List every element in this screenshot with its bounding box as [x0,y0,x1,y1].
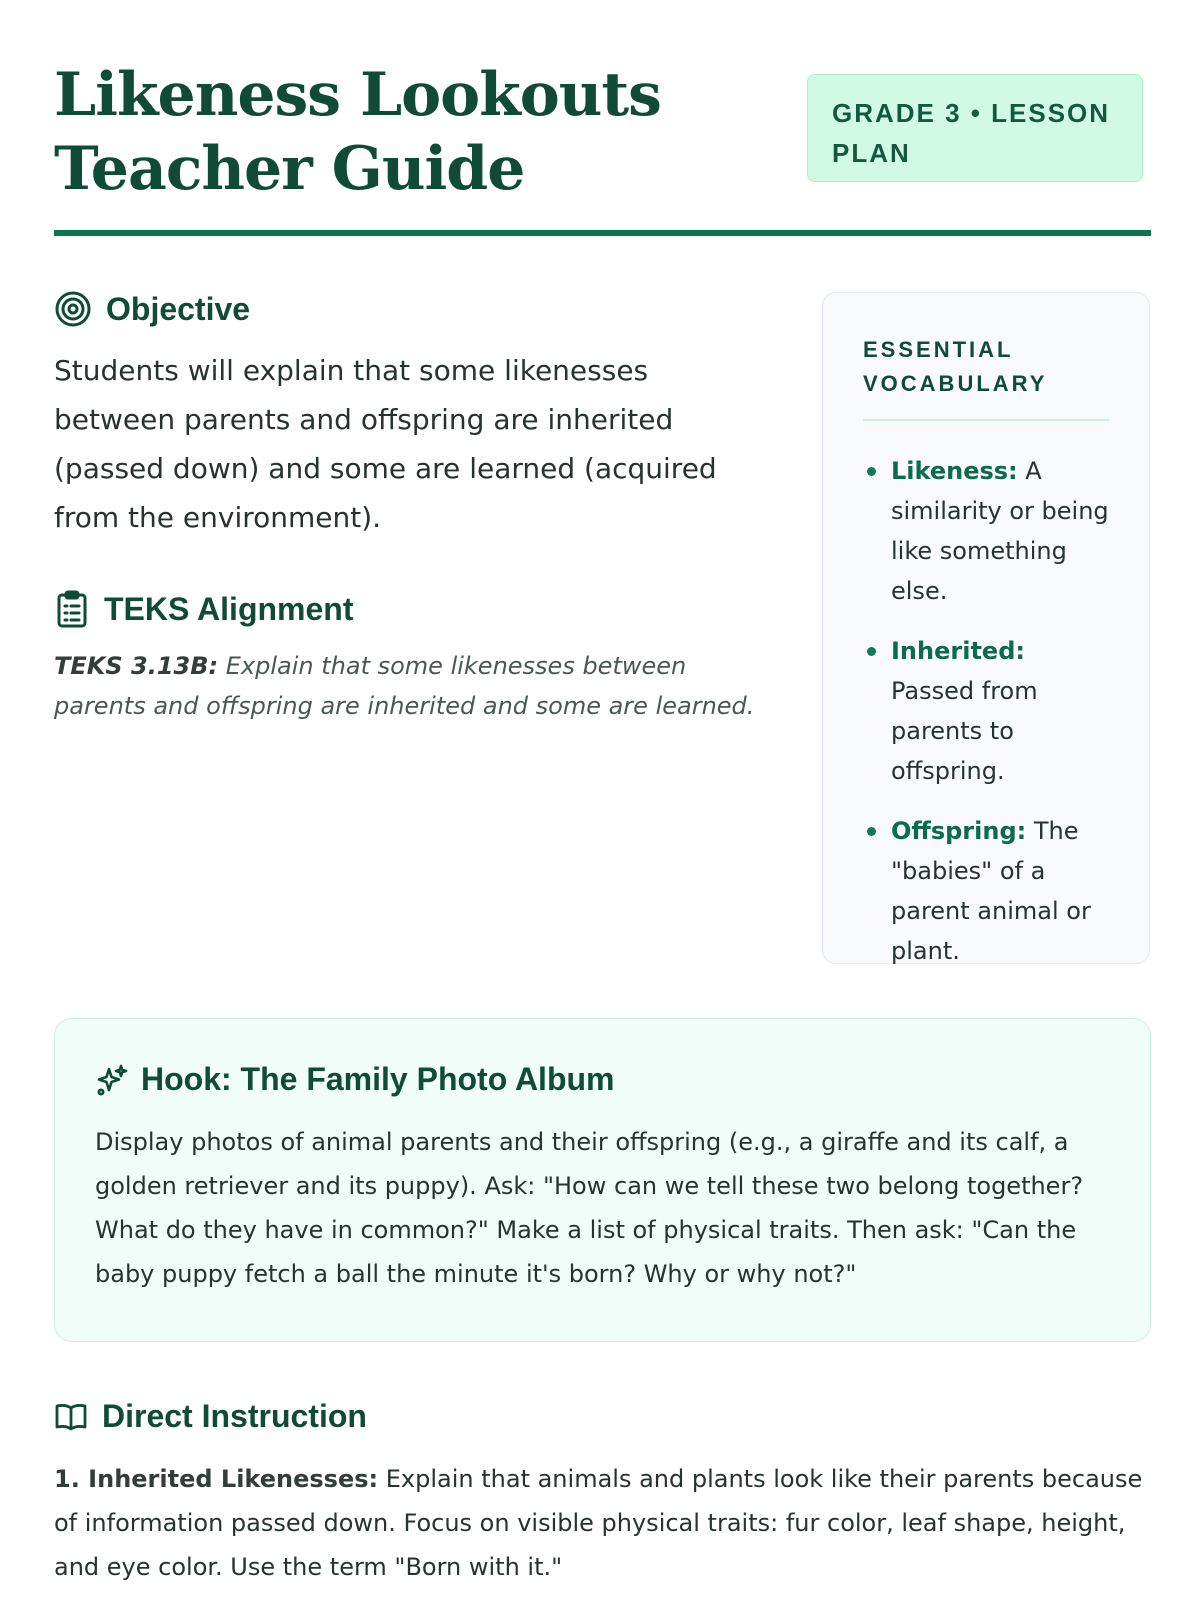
sparkles-icon [95,1063,129,1097]
hook-text: Display photos of animal parents and their offspring (e.g., a giraffe and its calf, a golden retriever and its puppy). Ask: "How can we tell these two belong together? What do they have in common?" Make a list of physical traits. Then ask: "Can the baby puppy fetch a ball the minute it's born? Why or why not?" [95,1128,1084,1288]
vocabulary-item [863,451,1109,611]
target-icon [54,290,92,328]
hook-card [54,1018,1151,1342]
vocabulary-card [822,292,1150,964]
vocabulary-term: Likeness: [891,457,1018,485]
direct-instruction-section [54,1398,1154,1589]
vocabulary-term: Offspring: [891,817,1027,845]
vocabulary-item [863,631,1109,791]
teks-code: TEKS 3.13B: [54,652,219,680]
teks-section [54,590,784,726]
vocabulary-definition: Passed from parents to offspring. [891,677,1038,785]
page-header [54,58,1151,206]
vocabulary-term: Inherited: [891,637,1025,665]
book-open-icon [54,1402,88,1432]
objective-heading [54,290,774,328]
page-title: Likeness Lookouts Teacher Guide [54,60,661,204]
direct-instruction-heading-text: Direct Instruction [102,1398,367,1434]
teks-heading-text: TEKS Alignment [104,590,354,627]
objective-text: Students will explain that some likenesses between parents and offspring are inherited (passed down) and some are learned (acquired from the environment). [54,354,717,534]
instruction-step-text: Explain that animals and plants look like their parents because of information passed down. Focus on visible physical traits: fur color, leaf shape, height, and eye color. Use the term "Born with it." [54,1465,1143,1581]
grade-badge: GRADE 3 • LESSON PLAN [807,74,1143,182]
teks-standard [54,646,784,726]
vocabulary-definition: The "babies" of a parent animal or plant. [891,817,1091,965]
instruction-step [54,1457,1154,1589]
instruction-step-label: 1. Inherited Likenesses: [54,1465,379,1493]
clipboard-icon [54,590,90,628]
hook-heading-text: Hook: The Family Photo Album [141,1061,615,1097]
vocabulary-definition: A similarity or being like something else. [891,457,1109,605]
header-divider [54,230,1151,236]
teks-heading [54,590,784,628]
vocabulary-list [863,451,1109,971]
objective-section [54,290,774,542]
direct-instruction-heading [54,1398,1154,1435]
vocabulary-title: ESSENTIAL VOCABULARY [863,333,1109,421]
hook-heading [95,1061,1110,1098]
vocabulary-item [863,811,1109,971]
teks-text: Explain that some likenesses between parents and offspring are inherited and some are learned. [54,652,755,720]
objective-heading-text: Objective [106,290,251,327]
